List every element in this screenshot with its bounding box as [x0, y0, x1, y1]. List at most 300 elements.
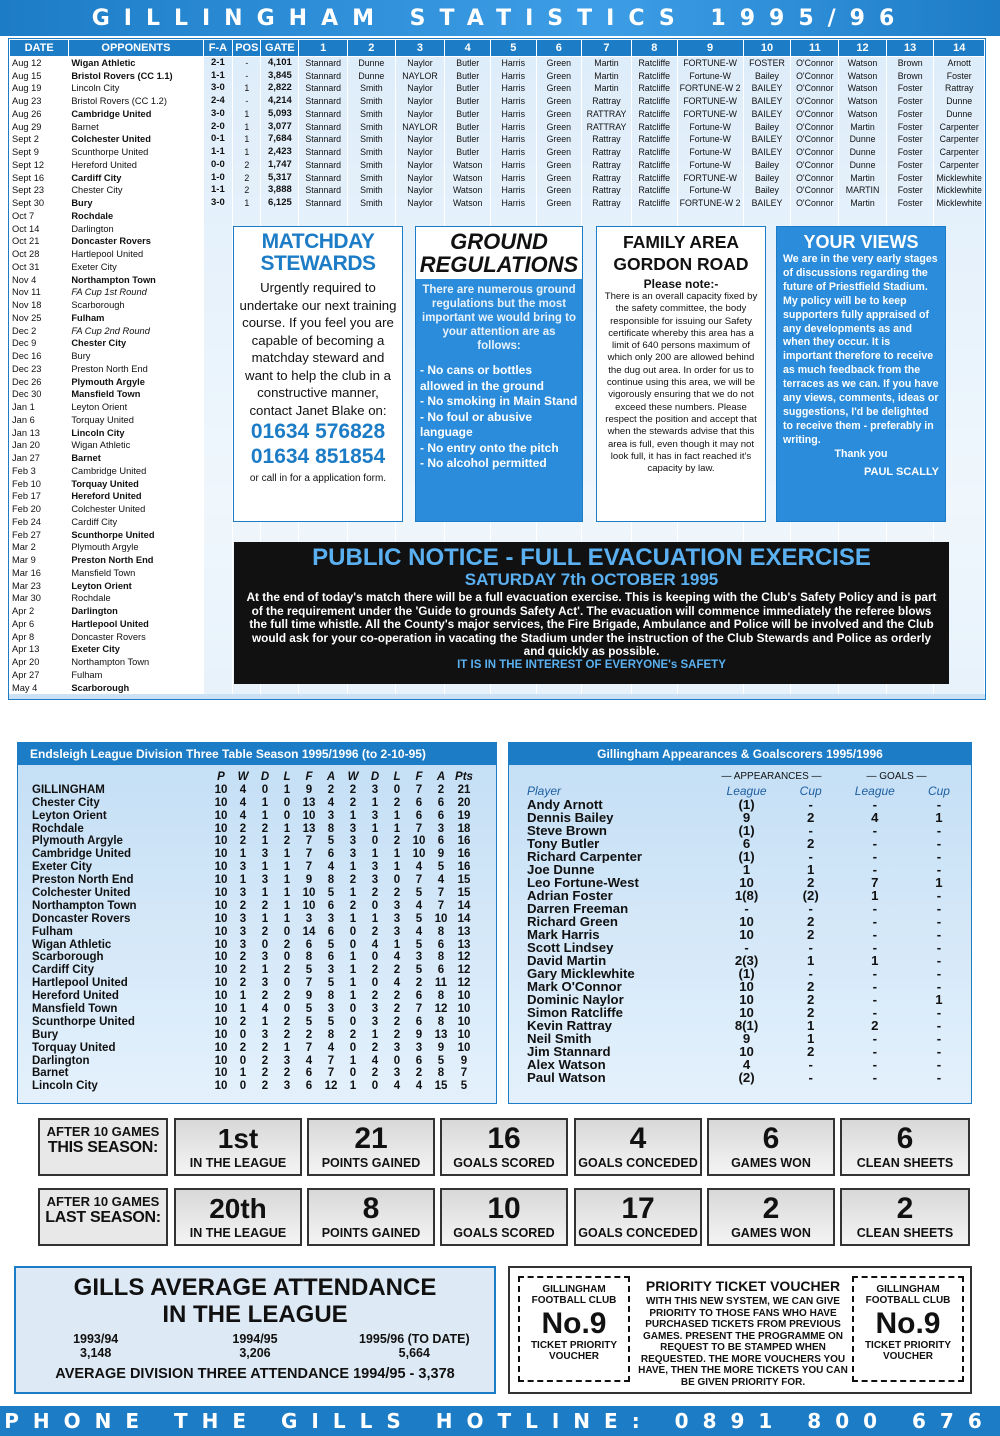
fixtures-col-header: 7	[582, 40, 632, 57]
league-stat: 10	[214, 1080, 228, 1093]
appearances-group-header	[509, 771, 971, 784]
fixture-opponent: Mansfield Town	[69, 388, 203, 401]
league-stat: 1	[349, 964, 357, 977]
hotline-banner	[0, 1406, 1000, 1436]
fixture-position	[233, 210, 261, 223]
fixture-date: Oct 7	[10, 210, 69, 223]
fixture-player: Watson	[445, 171, 491, 184]
league-stat: 2	[349, 783, 357, 796]
league-stat: 10	[412, 835, 426, 848]
league-stat: 0	[283, 925, 291, 938]
fixture-opponent: Scunthorpe United	[69, 146, 203, 159]
comparison-stat-value: 6	[762, 1122, 780, 1155]
fixture-player: Ratcliffe	[631, 57, 677, 70]
player-stat: 1	[935, 875, 943, 890]
comparison-stat-value: 6	[896, 1122, 914, 1155]
fixture-opponent: Cambridge United	[69, 108, 203, 121]
ground-body: There are numerous ground regulations but the most important we would bring to your attention are as follows:	[422, 284, 576, 352]
fixture-score: 1-1	[203, 146, 233, 159]
league-stat: 4	[239, 809, 247, 822]
league-stat: 0	[239, 1054, 247, 1067]
league-stat: 1	[371, 848, 379, 861]
league-stat: 13	[302, 822, 316, 835]
league-col-header: L	[393, 771, 401, 783]
league-stat: 10	[214, 1041, 228, 1054]
fixture-date: Mar 16	[10, 567, 69, 580]
fixture-player: Harris	[491, 133, 537, 146]
league-stat: 8	[327, 822, 335, 835]
fixture-player: Foster	[886, 171, 933, 184]
player-stat: -	[936, 1018, 942, 1033]
fixture-date: Jan 13	[10, 426, 69, 439]
fixture-player: Micklewhite	[934, 197, 985, 210]
fixture-opponent: Cambridge United	[69, 465, 203, 478]
comparison-stat-value: 16	[487, 1122, 521, 1155]
fixture-player: O'Connor	[791, 108, 839, 121]
league-stat: 9	[437, 848, 445, 861]
league-stat: 2	[283, 938, 291, 951]
league-team: Colchester United	[32, 887, 131, 900]
league-stat: 14	[457, 899, 471, 912]
fixture-score: 2-1	[203, 57, 233, 70]
fixture-player: Dunne	[348, 69, 396, 82]
comparison-stat-caption: GAMES WON	[731, 1226, 811, 1240]
fixture-player: Butler	[445, 69, 491, 82]
league-team: Doncaster Rovers	[32, 912, 131, 925]
league-stat: 3	[283, 1054, 291, 1067]
league-stat: 0	[283, 796, 291, 809]
comparison-label-line1: AFTER 10 GAMES	[46, 1194, 160, 1209]
league-stat: 10	[457, 1028, 471, 1041]
fixture-player: Harris	[491, 82, 537, 95]
fixture-opponent: FA Cup 1st Round	[69, 286, 203, 299]
fixtures-col-header: F-A	[203, 40, 233, 57]
fixture-date: Apr 27	[10, 669, 69, 682]
fixture-player: Rattray	[582, 171, 632, 184]
fixture-score: 3-0	[203, 82, 233, 95]
fixture-player: Rattray	[582, 159, 632, 172]
league-stat: 10	[214, 874, 228, 887]
fixture-player: Stannard	[299, 69, 348, 82]
fixture-player: Ratcliffe	[631, 184, 677, 197]
fixture-opponent: Bury	[69, 197, 203, 210]
league-stat: 2	[349, 796, 357, 809]
ground-title	[416, 227, 582, 279]
league-stat: 5	[415, 912, 423, 925]
fixture-player: Stannard	[299, 159, 348, 172]
player-stat: -	[872, 1044, 878, 1059]
fixture-player: O'Connor	[791, 95, 839, 108]
evacuation-body: At the end of today's match there will be a full evacuation exercise. This is keeping with the Club's Safety Policy and is part of the requirement under the 'Guide to grounds Safety Act'. The evacuation will commence immediately the referee blows the full time whistle. All the County's major services, the Fire Brigade, Ambulance and Police will be involved and the Club would ask for your co-operation in vacating the Stadium under the instruction of the Club Stewards and Police as orderly and quickly as possible.	[246, 590, 937, 659]
fixture-row	[10, 120, 985, 133]
fixture-player	[677, 528, 743, 541]
league-stat: 1	[283, 822, 291, 835]
voucher-number-left: No.9	[541, 1307, 607, 1340]
league-stat: 10	[434, 912, 448, 925]
league-stat: 2	[283, 835, 291, 848]
family-area-notice	[596, 226, 766, 522]
player-stat: -	[936, 1031, 942, 1046]
fixture-player: Green	[536, 171, 582, 184]
fixture-player: RATTRAY	[582, 108, 632, 121]
fixture-row	[10, 57, 985, 70]
league-stat: 3	[371, 874, 379, 887]
fixture-player: Foster	[886, 159, 933, 172]
appearances-group-label: — APPEARANCES —	[721, 771, 822, 782]
league-stat: 5	[327, 938, 335, 951]
fixture-date: Dec 26	[10, 375, 69, 388]
fixture-player	[445, 210, 491, 223]
league-stat: 3	[327, 1003, 335, 1016]
fixtures-col-header: 3	[395, 40, 445, 57]
league-stat: 1	[371, 822, 379, 835]
player-stat: -	[872, 914, 878, 929]
league-stat: 2	[261, 1041, 269, 1054]
views-signature: PAUL SCALLY	[864, 465, 939, 478]
comparison-stat-box	[574, 1118, 702, 1176]
league-stat: 0	[283, 951, 291, 964]
fixture-score	[203, 618, 233, 631]
fixtures-header-row	[10, 40, 985, 57]
fixture-player: Naylor	[395, 108, 445, 121]
player-stat: -	[872, 927, 878, 942]
league-row	[18, 874, 496, 887]
league-stat: 5	[327, 887, 335, 900]
league-stat: 2	[371, 1041, 379, 1054]
fixture-date: Sept 23	[10, 184, 69, 197]
comparison-label-line2: THIS SEASON:	[47, 1139, 159, 1156]
fixture-player: Fortune-W	[677, 133, 743, 146]
fixture-opponent: Barnet	[69, 452, 203, 465]
player-stat: (2)	[738, 1070, 755, 1085]
fixture-position: 1	[233, 146, 261, 159]
fixture-player: Smith	[348, 146, 396, 159]
fixtures-col-header: 13	[886, 40, 933, 57]
league-stat: 0	[283, 809, 291, 822]
fixture-opponent: Bristol Rovers (CC 1.1)	[69, 69, 203, 82]
league-stat: 5	[415, 938, 423, 951]
player-stat: (1)	[738, 823, 755, 838]
fixture-date: Feb 20	[10, 503, 69, 516]
league-stat: 2	[239, 964, 247, 977]
fixture-date: Oct 21	[10, 235, 69, 248]
player-stat: 10	[739, 1005, 754, 1020]
fixture-player: Green	[536, 133, 582, 146]
league-stat: 10	[214, 1067, 228, 1080]
ground-rule: - No cans or bottles allowed in the ground	[420, 363, 544, 393]
player-stat: -	[872, 862, 878, 877]
fixture-player: Ratcliffe	[631, 69, 677, 82]
league-stat: 2	[437, 783, 445, 796]
league-stat: 4	[371, 1054, 379, 1067]
league-stat: 7	[415, 874, 423, 887]
fixture-player	[791, 528, 839, 541]
family-title-1: FAMILY AREA	[622, 232, 740, 252]
league-stat: 10	[457, 1003, 471, 1016]
league-stat: 6	[415, 1015, 423, 1028]
fixture-score: 0-1	[203, 133, 233, 146]
fixture-opponent: Mansfield Town	[69, 567, 203, 580]
fixture-player: Watson	[445, 197, 491, 210]
fixture-player: Foster	[886, 108, 933, 121]
league-stat: 3	[393, 899, 401, 912]
player-stat: -	[744, 901, 749, 916]
league-stat: 10	[457, 1041, 471, 1054]
fixture-player: Green	[536, 159, 582, 172]
league-stat: 7	[305, 977, 313, 990]
league-col-header: A	[436, 771, 446, 783]
fixture-position: 1	[233, 133, 261, 146]
fixture-date: Oct 31	[10, 261, 69, 274]
league-team: Exeter City	[32, 861, 93, 874]
player-stat: 10	[739, 927, 754, 942]
league-stat: 13	[457, 938, 471, 951]
fixture-player: Stannard	[299, 184, 348, 197]
fixture-player: FORTUNE-W	[677, 108, 743, 121]
voucher-club-left: GILLINGHAM FOOTBALL CLUB	[531, 1284, 617, 1306]
player-stat: 1	[807, 1031, 815, 1046]
fixture-player	[839, 210, 887, 223]
league-stat: 18	[457, 822, 471, 835]
appearances-title: Gillingham Appearances & Goalscorers 1995/1996	[509, 743, 971, 765]
fixture-score	[203, 286, 233, 299]
league-team: Barnet	[32, 1067, 69, 1080]
fixture-player: Naylor	[395, 171, 445, 184]
player-stat: -	[872, 979, 878, 994]
comparison-stat-box	[174, 1118, 302, 1176]
fixture-date: Mar 9	[10, 554, 69, 567]
fixture-player: Dunne	[348, 57, 396, 70]
league-stat: 3	[415, 951, 423, 964]
fixture-player: Carpenter	[934, 133, 985, 146]
league-stat: 2	[415, 977, 423, 990]
league-stat: 14	[457, 912, 471, 925]
voucher-kind-right: TICKET PRIORITY VOUCHER	[864, 1340, 952, 1362]
player-stat: 8(1)	[734, 1018, 759, 1033]
fixture-gate: 1,747	[261, 159, 299, 172]
league-stat: 6	[437, 796, 445, 809]
comparison-stat-caption: GOALS CONCEDED	[578, 1226, 698, 1240]
league-team: Fulham	[32, 925, 73, 938]
fixture-player: Watson	[839, 82, 887, 95]
league-stat: 1	[393, 861, 401, 874]
league-stat: 10	[214, 809, 228, 822]
fixture-player: Bailey	[743, 69, 791, 82]
fixture-opponent: Hereford United	[69, 490, 203, 503]
league-stat: 2	[393, 1028, 401, 1041]
fixture-date: Aug 12	[10, 57, 69, 70]
fixture-opponent: Torquay United	[69, 414, 203, 427]
comparison-stat-value: 4	[629, 1122, 647, 1155]
fixture-score: 3-0	[203, 108, 233, 121]
fixture-row	[10, 184, 985, 197]
player-stat: 1	[871, 953, 879, 968]
comparison-stat-caption: IN THE LEAGUE	[189, 1156, 287, 1170]
attendance-value: 3,206	[239, 1346, 271, 1360]
league-stat: 20	[457, 796, 471, 809]
league-stat: 10	[214, 848, 228, 861]
fixture-player: Smith	[348, 171, 396, 184]
fixture-opponent: Doncaster Rovers	[69, 235, 203, 248]
fixture-row	[10, 197, 985, 210]
fixture-player: Naylor	[395, 95, 445, 108]
fixture-score	[203, 490, 233, 503]
league-team: GILLINGHAM	[32, 783, 105, 796]
fixture-score	[203, 681, 233, 694]
league-team: Leyton Orient	[32, 809, 107, 822]
fixture-player: Carpenter	[934, 146, 985, 159]
fixture-score	[203, 567, 233, 580]
fixture-date: Aug 26	[10, 108, 69, 121]
league-col-header: F	[305, 771, 313, 783]
player-stat: 2	[871, 1018, 879, 1033]
fixture-player: Dunne	[839, 159, 887, 172]
comparison-stat-box	[440, 1118, 568, 1176]
fixtures-col-header: 4	[445, 40, 491, 57]
fixtures-col-header: 12	[839, 40, 887, 57]
player-name: David Martin	[527, 954, 607, 967]
fixture-gate: 4,101	[261, 57, 299, 70]
league-stat: 4	[393, 977, 401, 990]
attendance-title-2: IN THE LEAGUE	[162, 1301, 348, 1328]
league-stat: 10	[214, 835, 228, 848]
fixture-score	[203, 516, 233, 529]
fixture-score: 2-0	[203, 120, 233, 133]
attendance-value: 3,148	[80, 1346, 112, 1360]
fixture-player	[395, 210, 445, 223]
fixture-score: 3-0	[203, 197, 233, 210]
fixture-date: Feb 3	[10, 465, 69, 478]
player-stat: 2	[807, 927, 815, 942]
fixture-date: Mar 30	[10, 592, 69, 605]
appearances-header	[509, 784, 971, 798]
fixture-player: Rattray	[934, 82, 985, 95]
league-team: Scarborough	[32, 951, 104, 964]
fixture-date: Aug 15	[10, 69, 69, 82]
fixture-opponent: Doncaster Rovers	[69, 630, 203, 643]
fixture-player: Stannard	[299, 171, 348, 184]
fixture-player: Bailey	[743, 159, 791, 172]
fixture-score	[203, 592, 233, 605]
fixture-score	[203, 439, 233, 452]
fixture-player: Green	[536, 120, 582, 133]
evacuation-footer: IT IS IN THE INTEREST OF EVERYONE's SAFETY	[457, 658, 726, 671]
league-team: Northampton Town	[32, 899, 137, 912]
league-stat: 8	[437, 1067, 445, 1080]
fixture-player	[582, 528, 632, 541]
fixture-player	[582, 210, 632, 223]
league-team: Preston North End	[32, 874, 134, 887]
ground-rule: - No entry onto the pitch	[420, 440, 559, 455]
fixture-player: Rattray	[582, 184, 632, 197]
fixture-player: Bailey	[743, 120, 791, 133]
fixture-position: -	[233, 95, 261, 108]
league-stat: 2	[283, 990, 291, 1003]
league-stat: 9	[305, 874, 313, 887]
player-name: Richard Carpenter	[527, 850, 643, 863]
fixture-player: Fortune-W	[677, 184, 743, 197]
comparison-stat-box	[307, 1188, 435, 1246]
fixture-player: Smith	[348, 197, 396, 210]
league-stat: 0	[371, 951, 379, 964]
fixture-player: NAYLOR	[395, 120, 445, 133]
league-stat: 2	[371, 964, 379, 977]
league-stat: 7	[305, 848, 313, 861]
comparison-stat-caption: GOALS SCORED	[453, 1156, 555, 1170]
fixture-player: Micklewhite	[934, 171, 985, 184]
player-name: Mark Harris	[527, 928, 600, 941]
priority-ticket-voucher	[508, 1266, 972, 1394]
player-stat: 1	[935, 810, 943, 825]
league-team: Plymouth Argyle	[32, 835, 123, 848]
league-row	[18, 1055, 496, 1068]
player-stat: -	[936, 797, 942, 812]
fixture-player: Foster	[886, 82, 933, 95]
views-thanks: Thank you	[834, 447, 888, 460]
fixture-player	[348, 210, 396, 223]
fixture-row	[10, 133, 985, 146]
fixture-row	[10, 82, 985, 95]
player-stat: -	[808, 1070, 813, 1085]
fixture-score	[203, 528, 233, 541]
goals-group-label: — GOALS —	[866, 771, 927, 782]
fixture-score	[203, 465, 233, 478]
player-name: Tony Butler	[527, 837, 600, 850]
league-team: Darlington	[32, 1054, 90, 1067]
league-stat: 0	[349, 1067, 357, 1080]
comparison-stat-box	[174, 1188, 302, 1246]
fixture-position: 1	[233, 120, 261, 133]
league-stat: 9	[415, 1028, 423, 1041]
league-stat: 3	[393, 1041, 401, 1054]
league-stat: 1	[349, 887, 357, 900]
league-stat: 2	[371, 887, 379, 900]
league-stat: 1	[283, 912, 291, 925]
league-stat: 12	[457, 951, 471, 964]
league-stat: 1	[283, 783, 291, 796]
fixture-player: Foster	[934, 69, 985, 82]
fixture-player: Harris	[491, 57, 537, 70]
comparison-stat-value: 8	[362, 1192, 380, 1225]
fixture-player: Watson	[839, 57, 887, 70]
fixture-player: Rattray	[582, 197, 632, 210]
fixture-player: Harris	[491, 120, 537, 133]
league-team: Mansfield Town	[32, 1003, 118, 1016]
fixture-date: Sept 2	[10, 133, 69, 146]
league-stat: 1	[371, 912, 379, 925]
league-stat: 0	[371, 1080, 379, 1093]
league-stat: 3	[415, 1041, 423, 1054]
fixture-player	[791, 210, 839, 223]
fixture-player: Smith	[348, 159, 396, 172]
comparison-label-line2: LAST SEASON:	[45, 1209, 161, 1226]
league-stat: 2	[283, 1015, 291, 1028]
league-stat: 7	[327, 1067, 335, 1080]
fixture-date: Aug 19	[10, 82, 69, 95]
attendance-season: 1993/94	[73, 1332, 119, 1346]
league-stat: 0	[239, 1080, 247, 1093]
league-stat: 1	[283, 899, 291, 912]
fixture-player: Foster	[886, 120, 933, 133]
appearances-col-header: Cup	[927, 784, 950, 798]
fixture-score	[203, 669, 233, 682]
comparison-stat-value: 21	[354, 1122, 388, 1155]
fixture-opponent: Lincoln City	[69, 426, 203, 439]
league-stat: 1	[349, 990, 357, 1003]
fixture-opponent: Hereford United	[69, 159, 203, 172]
league-stat: 10	[412, 848, 426, 861]
appearances-panel	[508, 742, 972, 1104]
